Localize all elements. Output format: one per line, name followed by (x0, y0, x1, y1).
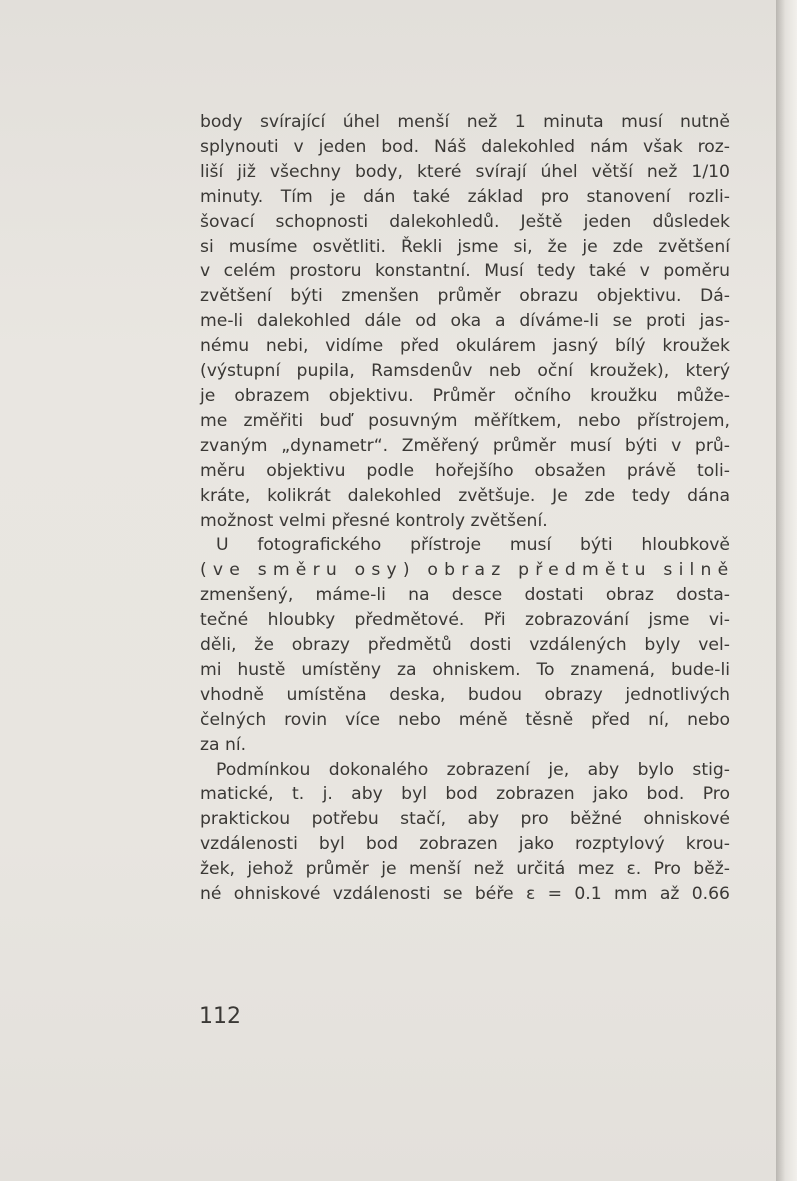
text-line: děli, že obrazy předmětů dosti vzdálených byly vel- (200, 635, 730, 656)
text-line: zmenšený, máme-li na desce dostati obraz dosta- (200, 585, 730, 606)
text-line: mi hustě umístěny za ohniskem. To znamená, bude-li (200, 659, 730, 680)
text-line: šovací schopnosti dalekohledů. Ještě jeden důsledek (200, 211, 730, 232)
text-line: splynouti v jeden bod. Náš dalekohled nám však roz- (200, 136, 730, 157)
text-line: kráte, kolikrát dalekohled zvětšuje. Je zde tedy dána (200, 485, 730, 506)
text-line: čelných rovin více nebo méně těsně před ní, nebo (200, 709, 730, 730)
text-line: vzdálenosti byl bod zobrazen jako rozptylový krou- (200, 834, 730, 855)
text-line: vhodně umístěna deska, budou obrazy jednotlivých (200, 684, 730, 705)
body-text (200, 110, 735, 907)
text-line: zvaným „dynametr“. Změřený průměr musí býti v prů- (200, 435, 730, 456)
text-line: liší již všechny body, které svírají úhel větší než 1/10 (200, 161, 730, 182)
text-line: (ve směru osy) obraz předmětu silně (200, 560, 735, 581)
text-line: body svírající úhel menší než 1 minuta musí nutně (200, 112, 730, 132)
text-line: měru objektivu podle hořejšího obsažen právě toli- (200, 460, 730, 481)
text-line: tečné hloubky předmětové. Při zobrazování jsme vi- (200, 610, 730, 631)
text-line: me-li dalekohled dále od oka a díváme-li se proti jas- (200, 311, 730, 332)
text-line: nému nebi, vidíme před okulárem jasný bílý kroužek (200, 336, 730, 357)
page-number: 112 (199, 1004, 241, 1029)
text-line: U fotografického přístroje musí býti hloubkově (216, 535, 730, 556)
text-line: praktickou potřebu stačí, aby pro běžné ohniskové (200, 809, 730, 830)
text-line: je obrazem objektivu. Průměr očního kroužku může- (200, 385, 730, 406)
text-line: (výstupní pupila, Ramsdenův neb oční kroužek), který (200, 361, 730, 382)
text-line: si musíme osvětliti. Řekli jsme si, že je zde zvětšení (200, 236, 730, 257)
text-line: zvětšení býti zmenšen průměr obrazu objektivu. Dá- (200, 286, 730, 307)
text-line: matické, t. j. aby byl bod zobrazen jako bod. Pro (200, 784, 730, 805)
text-line: za ní. (200, 734, 247, 755)
text-line: né ohniskové vzdálenosti se béře ε = 0.1 mm až 0.66 (200, 884, 730, 905)
text-line: me změřiti buď posuvným měřítkem, nebo přístrojem, (200, 410, 730, 431)
text-line: Podmínkou dokonalého zobrazení je, aby bylo stig- (216, 759, 730, 780)
book-spine-edge (776, 0, 797, 1181)
text-line: v celém prostoru konstantní. Musí tedy také v poměru (200, 261, 730, 282)
text-line: minuty. Tím je dán také základ pro stanovení rozli- (200, 186, 730, 207)
text-line: možnost velmi přesné kontroly zvětšení. (200, 510, 548, 531)
text-line: žek, jehož průměr je menší než určitá mez ε. Pro běž- (200, 859, 730, 880)
